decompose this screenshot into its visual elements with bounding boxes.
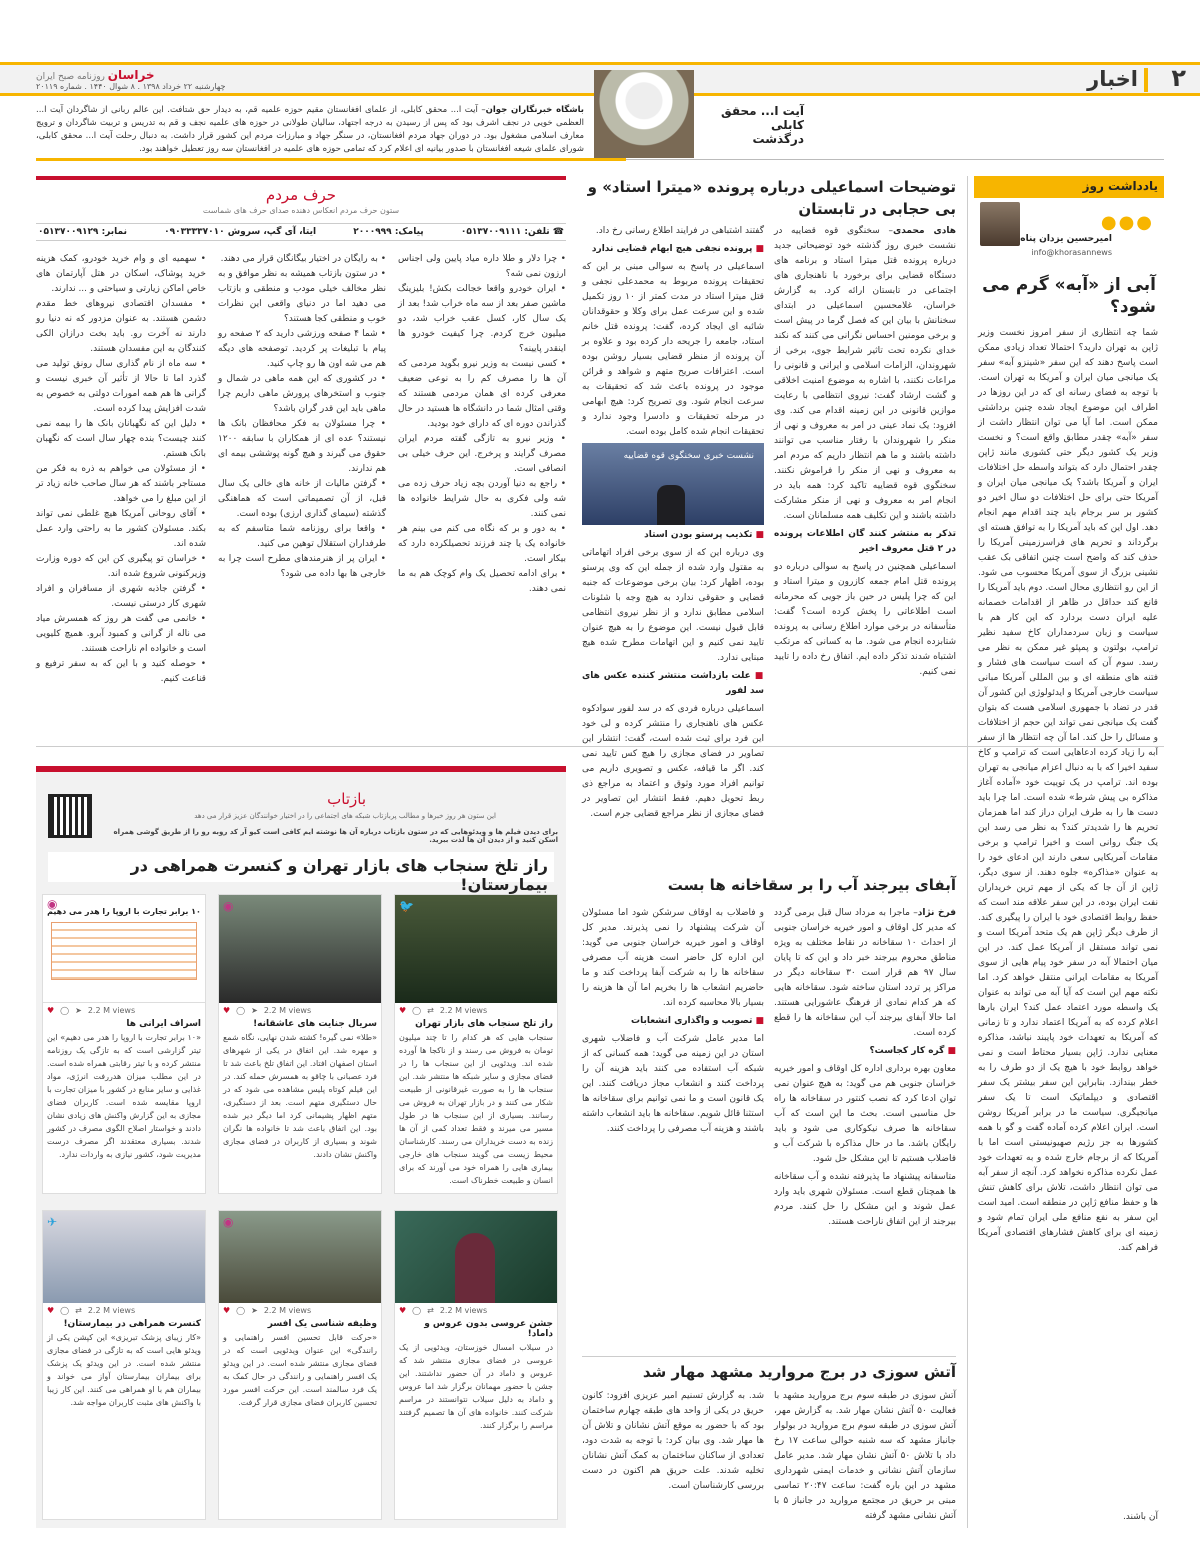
- post-5-views: 2.2 M views: [263, 1305, 312, 1315]
- harf-mardom-topbar: [36, 176, 566, 180]
- send-icon: ➤: [251, 1005, 258, 1015]
- article-2-sub2: ■ گره کار کجاست؟: [869, 1046, 956, 1056]
- baztab-topbar: [36, 766, 566, 772]
- baztab-section: [36, 766, 566, 1528]
- post-3-image: [43, 895, 205, 1003]
- article-2-body-b: و فاضلاب به اوقاف سرشکن شود اما مسئولان آن شرکت پیشنهاد را نمی پذیرند. مدیر کل اوقاف و امور خیریه خراسان جنوبی می گوید: این اداره کل حاضر است هزینه آب مصرفی سقاخانه ها را به شرکت آبفا پرداخت کند و ما حاضریم انشعاب ها را بخریم اما آن ها هزینه را بسیار بالا محاسبه کرده اند.: [582, 908, 764, 1008]
- post-1-text: سنجاب هایی که هر کدام را تا چند میلیون تومان به فروش می رسند و از ناکجا ها آورده شده اند. ویدئویی از این سنجاب ها را در فضای مجازی و سایر شبکه ها منتشر شد. این سنجاب ها را به صورت غیرقانونی از طبیعت شکار می کنند و در بازار تهران به فروش می رسانند. بسیاری از این سنجاب ها در طول مسیر می میرند و فقط تعداد کمی از آن ها زنده به دست خریداران می رسند. کارشناسان محیط زیست می گویند سنجاب های خارجی بیماری هایی را همراه خود می آورند که برای انسان و طبیعت خطرناک است.: [399, 1033, 553, 1185]
- telegram-icon: ✈: [47, 1215, 58, 1229]
- harf-mardom-title: حرف مردم: [265, 186, 337, 204]
- article-2-sub1-body: اما مدیر عامل شرکت آب و فاضلاب شهری استان در این زمینه می گوید: همه کسانی که از شبکه آب استفاده می کنند باید هزینه آن را پرداخت کنند و انشعاب مجاز دریافت کنند. این یک قانون است و ما نمی توانیم برای سقاخانه ها استثنا قائل شویم. سقاخانه ها باید انشعاب داشته باشند و هزینه آب مصرفی را پرداخت کنند.: [582, 1034, 764, 1134]
- send-icon: ➤: [75, 1005, 82, 1015]
- comment-icon: ◯: [412, 1305, 422, 1315]
- article-3-col1: آتش سوزی در طبقه سوم برج مروارید مشهد با فعالیت ۵۰ آتش نشان مهار شد. به گزارش مهر، آتش سوزی در طبقه سوم برج مروارید در بولوار جانباز مشهد که سه شنبه حوالی ساعت ۱۷ رخ داد با تلاش ۵۰ آتش نشان مهار شد. مدیر عامل سازمان آتش نشانی و خدمات ایمنی شهرداری مشهد در این باره گفت: ساعت ۲۰:۴۷ تماسی مبنی بر حریق در مجتمع مروارید در جانباز ۵ با آتش نشانی مشهد گرفته: [774, 1391, 957, 1521]
- obituary-strip: [36, 100, 1164, 160]
- article-2-lead: فرخ نژاد: [917, 908, 956, 918]
- article-2-col2: [582, 906, 764, 1340]
- article-1-sub1-body: اسماعیلی در پاسخ به سوالی مبنی بر این که تحقیقات پرونده مربوط به محمدعلی نجفی و قتل میترا استاد در مدت کمتر از ۱۰ روز تکمیل شده و این سرعت عمل برای وکلا و حقوقدانان شائبه ای ایجاد کرده، گفت: پرونده قتل خانم استاد، جامعه را جریحه دار کرده بود و علاوه بر آن پرونده از منظر قضایی بسیار روشن بوده است. اعترافات صریح متهم و شواهد و قرائن موجود در پرونده باعث شد که تحقیقات به سرعت انجام شود. وی تصریح کرد: هیچ ابهامی در مرحله تحقیقات و دادسرا وجود ندارد و تحقیقات انجام شده کامل بوده است.: [582, 262, 764, 437]
- square-bullet-icon: ■: [752, 244, 764, 254]
- column-label: یادداشت روز: [1082, 179, 1158, 193]
- post-3-views: 2.2 M views: [87, 1005, 136, 1015]
- article-1-col2: [582, 224, 765, 819]
- instagram-icon: ◉: [223, 1215, 234, 1229]
- article-1-col2-start: گفتند اشتباهی در فرایند اطلاع رسانی رخ داد.: [595, 226, 764, 236]
- obituary-yellow-line: [36, 158, 626, 161]
- sms-contact: پیامک: ۲۰۰۰۹۹۹: [353, 227, 424, 237]
- page-number: ۲: [1171, 64, 1186, 92]
- paper-name: خراسان: [107, 68, 155, 82]
- article-1: [582, 176, 956, 819]
- square-bullet-icon: ■: [750, 671, 765, 681]
- article-1-sub1: ■ پرونده نجفی هیچ ابهام قضایی ندارد: [591, 244, 764, 254]
- baztab-headline: راز تلخ سنجاب های بازار تهران و کنسرت همراهی در بیمارستان!: [48, 852, 554, 882]
- article-1-sub3-body: اسماعیلی درباره فردی که در سد لفور سوادکوه عکس های ناهنجاری را منتشر کرده و لی خود این فرد برای ثبت شده است، گفت: انتشار این تصاویر در فضای مجازی را هیچ کس تایید نمی کند. اگر ما قیافه، عکس و تصویری داریم می توانیم افراد مورد وثوق و اعتماد به مراجع ذی ربط تحویل دهیم. فقط انتشار این تصاویر در فضای مجازی از نظر مراجع قضایی جرم است.: [582, 704, 764, 819]
- post-2-stats: [219, 1003, 381, 1017]
- post-1-title: راز تلخ سنجاب های بازار تهران: [415, 1019, 553, 1029]
- article-2-body-c: متاسفانه پیشنهاد ما پذیرفته نشده و آب سقاخانه ها همچنان قطع است. مسئولان شهری باید وارد عمل شوند و این مشکل را حل کنند. مردم بیرجند از این اتفاق ناراحت هستند.: [774, 1172, 956, 1227]
- article-1-lead: هادی محمدی: [892, 226, 956, 236]
- baztab-subtitle: این ستون هر روز خبرها و مطالب پربازتاب شبکه های اجتماعی را در اختیار خوانندگان عزیز قرار می دهد: [194, 812, 496, 820]
- article-3-title: آتش سوزی در برج مروارید مشهد مهار شد: [642, 1363, 956, 1381]
- phone-icon: ☎: [552, 227, 564, 237]
- obituary-text: – آیت ا... محقق کابلی، از علمای افغانستان مقیم حوزه علمیه قم، به دیدار حق شتافت. این عالم ربانی از شاگردان آیت ا... العظمی خویی در نجف اشرف بود که پس از رسیدن به درجه اجتهاد، سالیان طولانی در حوزه های علمیه نجف و قم به تدریس و تربیت شاگردان و ترویج معارف اسلامی مشغول بود. در دوران جهاد مردم افغانستان، در سنگر جهاد و مبارزات مردم این کشور قرار داشت. به دنبال رحلت آیت ا... محقق کابلی، شورای علمای شیعه افغانستان با صدور بیانیه ای اعلام کرد که تمامی حوزه های علمیه در افغانستان سه روز تعطیل خواهند بود.: [36, 105, 584, 154]
- obituary-lead: باشگاه خبرنگاران جوان: [485, 105, 584, 115]
- heart-icon: ♥: [223, 1005, 231, 1015]
- post-4: [394, 1210, 558, 1520]
- article-1-sub2-body: وی درباره این که از سوی برخی افراد اتهاماتی به مقتول وارد شده از جمله این که وی پرستو بوده، اظهار کرد: بیان برخی موضوعات که جنبه قضایی و حقوقی ندارد به هیچ وجه با شئونات اسلامی مطابق ندارد و از نظر نیروی انتظامی قابل قبول نیست. این موضوع را به هیچ عنوان تایید نمی کنیم و این اتهامات مطرح شده هیچ مبنایی ندارد.: [582, 548, 764, 663]
- obituary-body: [36, 104, 584, 156]
- section-separator: [1144, 68, 1148, 92]
- heart-icon: ♥: [47, 1305, 55, 1315]
- heart-icon: ♥: [399, 1005, 407, 1015]
- square-bullet-icon: ■: [752, 1016, 764, 1026]
- article-1-sub3: ■ علت بازداشت منتشر کننده عکس های سد لفور: [582, 671, 765, 696]
- post-6-text: «کار زیبای پزشک تبریزی» این کپشن یکی از ویدئو هایی است که به تازگی در فضای مجازی منتشر شده است. در این ویدئو یک پزشک برای بیماران بیمارستان آواز می خواند و بیماران هم با او همراهی می کنند. این کار زیبا با واکنش های مثبت کاربران مواجه شد.: [47, 1333, 201, 1407]
- post-3: [42, 894, 206, 1194]
- post-6: [42, 1210, 206, 1520]
- harf-mardom-subtitle: ستون حرف مردم انعکاس دهنده صدای حرف های شماست: [202, 206, 400, 215]
- post-6-title: کنسرت همراهی در بیمارستان!: [63, 1319, 201, 1329]
- article-1-image-caption: نشست خبری سخنگوی قوه قضاییه: [623, 451, 754, 461]
- post-1: [394, 894, 558, 1194]
- post-3-text: «۱۰ برابر تجارت با اروپا را هدر می دهیم» این تیتر گزارشی است که به تازگی یک روزنامه منتشر کرده و با تیتر رقابتی همراه شده است. در این مطلب میزان هدررفت انرژی، مواد غذایی و سایر منابع در کشور با میزان تجارت با اروپا مقایسه شده است. کاربران فضای مجازی به این گزارش واکنش های زیادی نشان دادند و خواستار اصلاح الگوی مصرف در کشور شدند. بسیاری معتقدند اگر مصرف درست مدیریت شود، کشور نیازی به واردات ندارد.: [47, 1033, 201, 1159]
- post-5-text: «حرکت قابل تحسین افسر راهنمایی و رانندگی» این عنوان ویدئویی است که در فضای مجازی منتشر شده است. در این ویدئو یک افسر راهنمایی و رانندگی در حال کمک به یک فرد سالمند است. این حرکت افسر مورد تحسین کاربران فضای مجازی قرار گرفت.: [223, 1333, 377, 1407]
- article-2-body: – ماجرا به مرداد سال قبل برمی گردد که مدیر کل اوقاف و امور خیریه خراسان جنوبی از احداث ۱۰ سقاخانه در نقاط مختلف به ویژه مناطق محروم بیرجند خبر داد و این که تا پایان سال ۹۷ هم قرار است ۳۰ سقاخانه دیگر در مراکز پر تردد استان ساخته شود. سقاخانه هایی که هر کدام نمادی از فرهنگ عاشورایی هستند. اما حالا آبفای بیرجند آب این سقاخانه ها را قطع کرده است.: [774, 908, 956, 1038]
- comment-icon: ◯: [412, 1005, 422, 1015]
- column-author: امیرحسین یزدان پناه: [1020, 234, 1112, 244]
- article-1-sub2: ■ تکذیب پرستو بودن استاد: [644, 530, 764, 540]
- harf-col1: • چرا دلار و طلا داره میاد پایین ولی اجناس ارزون نمی شه؟ • ایران خودرو واقعا خجالت بکش! بلیزینگ ماشین صفر بعد از سه ماه خراب شد! بعد از یک سال کار، کسل عقب خراب شد، دو میلیون خرج کردم. چرا کیفیت خودرو ها اینقدر پایینه؟ • کسی نیست به وزیر نیرو بگوید مردمی که آن ها را مصرف کم را به نوعی ضعیف معرفی کرده ای همان مردمی هستند که وقتی امثال شما در دانشگاه ها هستید در حال گذراندن دوره ای که دارای خود بودید. • وزیر نیرو به تازگی گفته مردم ایران مصرف گرایند و پرخرج. این حرف خیلی بی انصافی است. • راجع به دنیا آوردن بچه زیاد حرف زده می شه ولی فکری به حال شرایط خانواده ها نمی کنند. • به دور و بر که نگاه می کنم می بینم هر خانواده یک یا چند فرزند تحصیلکرده دارد که بیکار است. • برای ادامه تحصیل یک وام کوچک هم به ما نمی دهند.: [398, 254, 566, 594]
- fax-contact: نمابر: ۰۵۱۳۷۰۰۹۱۲۹: [38, 227, 127, 237]
- send-icon: ➤: [251, 1305, 258, 1315]
- harf-mardom-contacts: [36, 223, 566, 241]
- harf-col3: • سهمیه ای و وام خرید خودرو، کمک هزینه خرید پوشاک، اسکان در هتل آپارتمان های خاص اماکن زیارتی و سیاحتی و ... ندارند. • مفسدان اقتصادی نیروهای خط مقدم دشمن هستند. به عنوان مزدور که نه دنیا رو دارند نه آخرت رو. باید بخت درازان الکی کنندگان به این مفسدان هستند. • سه ماه از نام گذاری سال رونق تولید می گذرد اما تا حالا از تأثیر آن خبری نیست و گرانی ها هم همه امورات دولتی به خصوص به شدت افزایش پیدا کرده است. • دلیل این که نگهبانان بانک ها را بیمه نمی کنند چیست؟ بنده چهار سال است که نگهبان بانک هستم. • از مسئولان می خواهم به ذره به فکر من مستاجر باشند که هر سال صاحب خانه زیاد تر از این مبلغ را می خواهد. • آقای روحانی آمریکا هیچ غلطی نمی تواند بکند. مسئولان کشور ما به راحتی وارد عمل شده اند. • خراسان تو پیگیری کن این که دوره وزارت وزیرکنونی شروع شده اند. • گرفتن جاذبه شهری از مسافران و افراد شهری کار درستی نیست. • خانمی می گفت هر روز که همسرش میاد می ناله از گرانی و کمبود آبرو. همیچ کلیویی است و خانواده ام ناراحت هستند. • حوصله کنید و با این که به سفر ترفیع و قناعت کنیم.: [36, 254, 206, 684]
- section-title: اخبار: [1087, 67, 1138, 91]
- post-1-views: 2.2 M views: [439, 1005, 488, 1015]
- obituary-title-2: درگذشت: [752, 132, 804, 146]
- post-1-stats: [395, 1003, 557, 1017]
- post-2-text: «طلا» نمی گیره! کشته شدن نهایی، نگاه شمع و مهره شد. این اتفاق در یکی از شهرهای استان اصفهان افتاد. این اتفاق تلخ باعث شد تا فرد عصبانی با چاقو به همسرش حمله کند. در این فیلم کوتاه پلیس مشاهده می شود که در حال دستگیری متهم است. بعد از دستگیری، متهم اظهار پشیمانی کرد اما دیگر دیر شده بود. این اتفاق باعث شد تا خانواده ها نگران شوند و بسیاری از کاربران در فضای مجازی واکنش نشان دادند.: [223, 1033, 377, 1159]
- retweet-icon: ⇄: [75, 1305, 82, 1315]
- post-5-stats: [219, 1303, 381, 1317]
- bride-figure: [455, 1233, 495, 1303]
- baztab-title: بازتاب: [327, 790, 366, 808]
- twitter-icon: 🐦: [399, 899, 414, 913]
- retweet-icon: ⇄: [427, 1305, 434, 1315]
- column-dots: ●●●: [1100, 212, 1154, 233]
- post-2-views: 2.2 M views: [263, 1005, 312, 1015]
- post-5-title: وظیفه شناسی یک افسر: [267, 1319, 377, 1329]
- heart-icon: ♥: [399, 1305, 407, 1315]
- post-6-stats: [43, 1303, 205, 1317]
- phone-contact: ☎ تلفن: ۰۵۱۳۷۰۰۹۱۱۱: [460, 227, 564, 237]
- article-1-title: توضیحات اسماعیلی درباره پرونده «میترا استاد» و بی حجابی در تابستان: [587, 178, 956, 218]
- square-bullet-icon: ■: [752, 530, 764, 540]
- speaker-figure: [657, 485, 685, 525]
- comment-icon: ◯: [236, 1005, 246, 1015]
- post-5-image: [219, 1211, 381, 1303]
- column-author-photo: [980, 202, 1020, 246]
- paper-tagline: روزنامه صبح ایران: [36, 72, 105, 82]
- article-1-body: – سخنگوی قوه قضاییه در نشست خبری روز گذشته خود توضیحاتی جدید درباره پرونده قتل میترا استاد و برنامه های دستگاه قضایی برای برخورد با ناهنجاری های اجتماعی در تابستان ارائه کرد. به گزارش خراسان، غلامحسین اسماعیلی در ابتدای سخنانش با بیان این که فصل گرما در پیش است و برخی مومنین احساس نگرانی می کنند که نکند خدای نکرده تحت تاثیر شرایط جوی، برخی از شهروندان، الزامات اسلامی و ایرانی و قانونی را مراعات نکنند، با اشاره به موضوع امنیت اخلاقی و گشت ارشاد گفت: نیروی انتظامی با رعایت موازین قانونی در این زمینه اقدام می کند. وی افزود: یک نماد عینی در امر به معروف و نهی از منکر را شهروندان با رفتار مناسب می توانند داشته باشند و ما هم انتظار داریم که مردم امر به معروف و نهی از منکر را فراموش نکنند. سخنگوی قوه قضاییه تاکید کرد: همه باید در انجام امر به معروف و نهی از منکر مشارکت داشته باشند و این تکلیف همه مسلمانان است.: [774, 226, 956, 521]
- baztab-note: برای دیدن فیلم ها و ویدئوهایی که در ستون بازتاب درباره آن ها نوشته ایم کافی است کیو آر کد روبه رو را از طریق گوشی همراه اسکن کنید و از دیدن آن ها لذت ببرید.: [113, 828, 558, 844]
- post-5: [218, 1210, 382, 1520]
- paper-logo: [36, 68, 256, 92]
- post-2-title: سریال جنایت های عاشقانه!: [253, 1019, 377, 1029]
- article-1-col1: [774, 224, 956, 740]
- obituary-title: آیت ا... محقق کابلی: [721, 104, 804, 132]
- apps-contact: ایتا، آی گپ، سروش ۰۹۰۳۳۳۳۷۰۱۰: [164, 227, 317, 237]
- heart-icon: ♥: [47, 1005, 55, 1015]
- heart-icon: ♥: [223, 1305, 231, 1315]
- date-line: چهارشنبه ۲۲ خرداد ۱۳۹۸ . ۸ شوال ۱۴۴۰ . شماره ۲۰۱۱۹: [36, 82, 226, 91]
- article-1-image: [582, 443, 764, 525]
- post-3-title: اسراف ایرانی ها: [126, 1019, 201, 1029]
- post-2-image: [219, 895, 381, 1003]
- square-bullet-icon: ■: [944, 1046, 956, 1056]
- obituary-title-box: [694, 104, 804, 146]
- obituary-photo: [594, 70, 694, 158]
- article-2-sub1: ■ تصویب و واگذاری انشعابات: [631, 1016, 764, 1026]
- article-2-title: آبفای بیرجند آب را بر سقاخانه ها بست: [667, 876, 956, 894]
- retweet-icon: ⇄: [427, 1005, 434, 1015]
- post-1-image: [395, 895, 557, 1003]
- post-4-stats: [395, 1303, 557, 1317]
- post-3-stats: [43, 1003, 205, 1017]
- comment-icon: ◯: [60, 1305, 70, 1315]
- post-3-image-table: [51, 922, 197, 980]
- article-1-sub4-body: اسماعیلی همچنین در پاسخ به سوالی درباره دو پرونده قتل امام جمعه کازرون و میترا استاد و این که چرا پلیس در حین باز جویی که محرمانه است اطلاعاتی را پخش کرده است؟ گفت: متأسفانه در برخی موارد اطلاع رسانی به پرونده شتابزده انجام می شود. ما به کسانی که مرتکب اشتباه شدند تذکر داده ایم. اتفاق رخ داده را تایید نمی کنیم.: [774, 562, 956, 677]
- article-1-sub4: تذکر به منتشر کنند گان اطلاعات پرونده در ۲ قتل معروف اخیر: [774, 529, 956, 554]
- comment-icon: ◯: [60, 1005, 70, 1015]
- post-4-image: [395, 1211, 557, 1303]
- sidebar-divider: [967, 176, 968, 1528]
- instagram-icon: ◉: [47, 897, 58, 911]
- article-3-col2: شد. به گزارش تسنیم امیر عزیزی افزود: کانون حریق در یکی از واحد های طبقه چهارم ساختمان بود که با حضور به موقع آتش نشانان و تلاش آن ها مهار شد. وی بیان کرد: با توجه به شدت دود، تعدادی از ساکنان ساختمان به کمک آتش نشانان تخلیه شدند. علت حریق هم اکنون در دست بررسی کارشناسان است.: [582, 1391, 764, 1491]
- column-title: آبی از «آبه» گرم می شود؟: [982, 275, 1156, 317]
- mid-divider: [36, 746, 1164, 747]
- post-6-image: [43, 1211, 205, 1303]
- post-2: [218, 894, 382, 1194]
- column-email: info@khorasannews: [1031, 248, 1112, 257]
- column-sidebar: [974, 176, 1164, 1528]
- column-ending: آن باشند.: [1122, 1512, 1158, 1522]
- column-body: شما چه انتظاری از سفر امروز نخست وزیر ژاپن به تهران دارید؟ احتمالا تعداد زیادی ممکن است پاسخ دهند که این سفر «شینزو آبه» سفر یک میانجی میان ایران و آمریکا به تهران است. با توجه به فضای رسانه ای که در این روزها در اطراف این موضوع ایجاد شده چنین برداشتی ممکن است. اما آیا می توان انتظار داشت از سفر «آبه» چقدر مطابق واقع است؟ و نخست وزیر یک کشور دیگر حتی کشوری مانند ژاپن چقدر احتمال دارد که بتواند واسطه حل اختلافات ایران و آمریکا باشد؟ یک میانجی میان ایران و آمریکا حتی برای حل اختلافات دو سال اخیر دو کشور بر سر برجام باید چند اقدام مهم انجام دهد. اول این که باید آمریکا را به توافق هسته ای برگرداند و تحریم های فراسرزمینی آمریکا را حذف کند که واضح است چنین اتفاقی بک عقب نشینی بزرگ از سوی آمریکا محسوب می شود. از این رو انتظاری محال است. دوم باید آمریکا را قانع کند حداقل در ظاهر از اقدامات خصمانه علیه ایران دست بردارد که این کار هم با سیاست و زبان سردمداران کاخ سفید نظیر ترامپ، بولتون و پمپئو غیر ممکن به نظر می رسد. سوم آن که است سیاست های فشار و فتنه های منطقه ای و بین المللی آمریکا مبانی سیاست خارجی آمریکا و ایدئولوژی این کشور آن قدر در تضاد با جمهوری اسلامی هست که بتوان گفت یک میانجی نمی تواند این حجم از اختلافات و مسائل را حل کند. اما آن چه انتظار ها از سفر آبه را زیاد کرده ادعاهایی است که ترامپ و کاخ سفید اخیرا که با به دنبال اعزام میانجی به تهران بوده اند. ترامپ در یک توییت خود «آماده آغاز مذاکره بی پیش شرط» شده است. اما چرا باید دست ها را به طرف ایران دراز کند اما همزمان تحریم ها را شدیدتر کند؟ به نظر می رسد این یک جنگ روانی است و اخیرا ترامپ و برخی مقامات آمریکایی سعی دارند این ادعای خود را به عنوان «مذاکره» جلوه دهند. از سوی دیگر، ژاپن از آن جا که یکی از مهم ترین خریداران نفت ایران بوده، در این سفر علاقه مند است که حفظ روابط اقتصادی خود با ایران را پیگیری کند. از طرف دیگر ژاپن هم یک متحد آمریکا است و نمی تواند مستقل از آمریکا عمل کند. در این میان احتمالا آبه در سفر خود پیام هایی از سوی آمریکا به مقامات ایرانی منتقل خواهد کرد. اما نکته مهم این است که آیا آبه می تواند به عنوان یک واسطه مورد اعتماد عمل کند؟ ایران بارها اعلام کرده که به آمریکا اعتماد ندارد و تا زمانی که آمریکا به تعهدات خود پایبند نباشد، مذاکره معنایی ندارد. ژاپن بسیار محتاط است و نمی خواهد روابط خود با هیچ یک از دو طرف را به خطر بیندازد. بنابراین این سفر بیشتر یک سفر اقتصادی و دیپلماتیک است تا یک سفر میانجیگری. سیاست ما در برابر آمریکا روشن است. ایران اعلام کرده آماده گفت و گو با همه کشورها به جز رژیم صهیونیستی است اما با آمریکا که از برجام خارج شده و به تعهدات خود عمل نکرده مذاکره نخواهد کرد. آنچه از سفر آبه می توان انتظار داشت، تلاش برای کاهش تنش ها و حفظ منافع ژاپن در منطقه است. امید است این سفر به نفع منافع ملی ایران تمام شود و زمینه ای برای کاهش فشارهای اقتصادی آمریکا فراهم کند.: [978, 328, 1158, 1253]
- qr-code-icon: [48, 794, 92, 838]
- article-2: [582, 874, 956, 1344]
- article-2-sub2-body: معاون بهره برداری اداره کل اوقاف و امور خیریه خراسان جنوبی هم می گوید: به هیچ عنوان نمی توان ادعا کرد که نصب کنتور در سقاخانه ها راه حل مناسبی است. بحث ما این است که آب سقاخانه ها صرف نیکوکاری می شود و باید رایگان باشد. ما در حال مذاکره با شرکت آب و فاضلاب هستیم تا این مشکل حل شود.: [774, 1064, 956, 1164]
- comment-icon: ◯: [236, 1305, 246, 1315]
- post-4-views: 2.2 M views: [439, 1305, 488, 1315]
- instagram-icon: ◉: [223, 899, 234, 913]
- post-3-image-headline: ۱۰ برابر تجارت با اروپا را هدر می دهیم: [47, 907, 201, 916]
- article-2-col1: [774, 906, 956, 1340]
- article-3: [582, 1356, 956, 1528]
- post-4-title: جشن عروسی بدون عروس و داماد!: [424, 1319, 553, 1339]
- post-4-text: در سیلاب امسال خوزستان، ویدئویی از یک عروسی در فضای مجازی منتشر شد که عروس و داماد در آن حضور نداشتند. این جشن با حضور مهمانان برگزار شد اما عروس و داماد به دلیل سیلاب نتوانستند در مراسم شرکت کنند. خانواده های آن ها تصمیم گرفتند مراسم را برگزار کنند.: [399, 1343, 553, 1430]
- harf-col2: • به رایگان در اختیار بیگانگان قرار می دهند. • در ستون بازتاب همیشه به نظر موافق و به نظر مخالف خیلی مودب و منطقی و بازتاب می دهید اما در دنیای واقعی این نظرات خوب و منطقی کجا هستند؟ • شما ۴ صفحه ورزشی دارید که ۲ صفحه رو پیام با تبلیغات پر کردید. توصفحه های دیگه هم می شه اون ها رو چاپ کنید. • در کشوری که این همه ماهی در شمال و جنوب و استخرهای پرورش ماهی داریم چرا ماهی باید این قدر گران باشد؟ • چرا مسئولان به فکر محافظان بانک ها نیستند؟ عده ای از همکاران با سابقه ۱۲۰۰ حقوق می گیرند و هیچ گونه پوششی بیمه ای هم ندارند. • گرفتن مالیات از خانه های خالی یک سال قبل، از آن تصمیماتی است که هماهنگی گذشته (سیمای گذاری ارزی) بوده است. • واقعا برای روزنامه شما متاسفم که به طرفداران استقلال توهین می کنید. • ایران پر از هنرمندهای مطرح است چرا به خارجی ها بها داده می شود؟: [218, 254, 386, 579]
- post-6-views: 2.2 M views: [87, 1305, 136, 1315]
- harf-mardom: [36, 176, 566, 744]
